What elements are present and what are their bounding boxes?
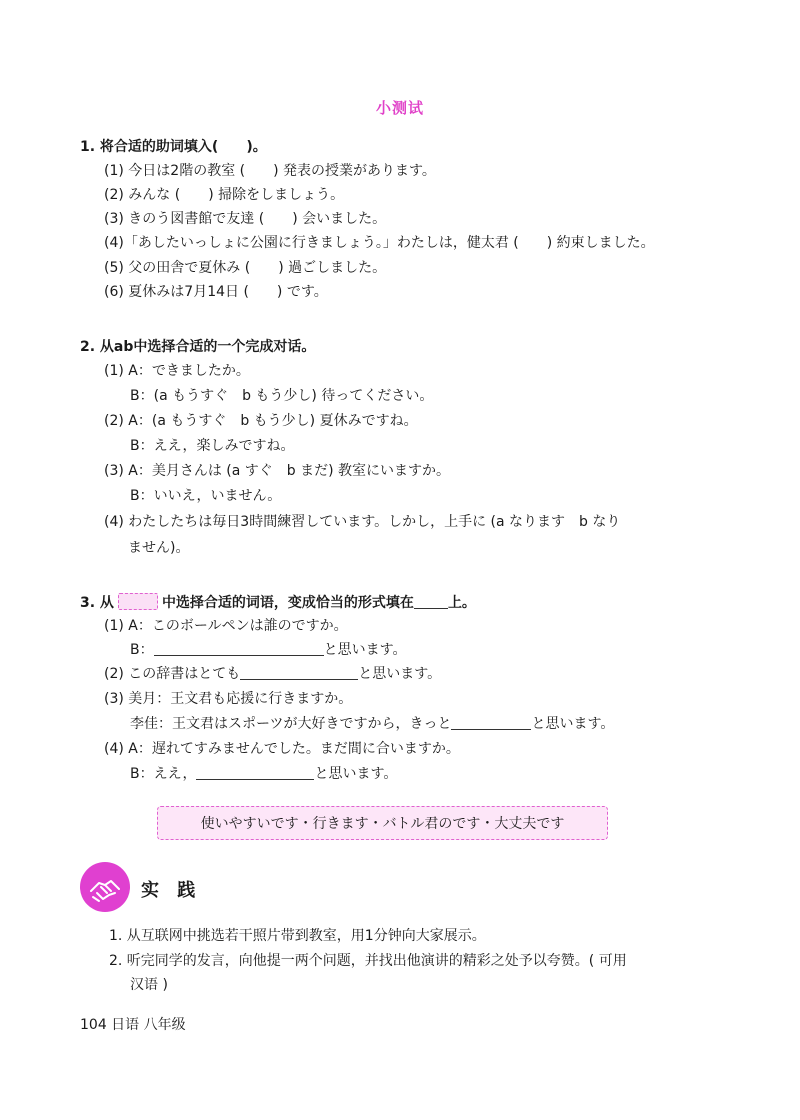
q2-line-7: (4) わたしたちは毎日3時間練習しています。しかし，上手に (a なります b なり (104, 514, 621, 530)
q2-line-5: (3) A：美月さんは (a すぐ b まだ) 教室にいますか。 (104, 463, 451, 479)
q3-line-3-post: と思います。 (358, 666, 442, 682)
q3-line-7-post: と思います。 (314, 766, 398, 782)
page-title: 小测试 (375, 99, 424, 117)
q1-item-6: (6) 夏休みは7月14日 ( ) です。 (104, 284, 328, 300)
q2-line-4: B：ええ，楽しみですね。 (130, 438, 295, 454)
answer-blank-1[interactable] (154, 641, 324, 656)
q2-line-8: ません)。 (128, 540, 190, 556)
q3-line-5-post: と思います。 (531, 716, 615, 732)
q3-heading-c: 上。 (447, 595, 476, 611)
practice-handshake-icon (80, 862, 130, 912)
q3-line-1: (1) A：このボールペンは誰のですか。 (104, 618, 348, 634)
word-box-marker (118, 593, 158, 610)
q2-line-3: (2) A：(a もうすぐ b もう少し) 夏休みですね。 (104, 413, 418, 429)
answer-blank-marker (414, 594, 448, 609)
answer-blank-3[interactable] (451, 715, 531, 730)
q3-line-6: (4) A：遅れてすみませんでした。まだ間に合いますか。 (104, 741, 460, 757)
q2-heading: 2. 从ab中选择合适的一个完成对话。 (80, 339, 316, 355)
practice-title: 实 践 (141, 880, 202, 901)
q2-line-6: B：いいえ，いません。 (130, 488, 282, 504)
answer-blank-2[interactable] (240, 665, 358, 680)
practice-item-1: 1. 从互联网中挑选若干照片带到教室，用1分钟向大家展示。 (109, 928, 486, 944)
q3-line-7-pre: B：ええ， (130, 766, 197, 782)
answer-blank-4[interactable] (196, 765, 314, 780)
q3-line-2-post: と思います。 (323, 642, 407, 658)
q3-line-5 (130, 715, 614, 733)
word-choices-box: 使いやすいです・行きます・バトル君のです・大丈夫です (157, 806, 608, 840)
q1-item-4: (4)「あしたいっしょに公園に行きましょう。」わたしは，健太君 ( ) 約束しました。 (104, 235, 655, 251)
q2-line-1: (1) A：できましたか。 (104, 363, 250, 379)
q3-line-5-pre: 李佳：王文君はスポーツが大好きですから，きっと (130, 716, 452, 732)
q3-line-4: (3) 美月：王文君も応援に行きますか。 (104, 691, 353, 707)
q1-heading: 1. 将合适的助词填入( )。 (80, 139, 267, 155)
q3-line-3 (104, 665, 441, 683)
q3-heading-b: 中选择合适的词语，变成恰当的形式填在 (161, 595, 414, 611)
page-footer: 104 日语 八年级 (80, 1017, 186, 1033)
q3-line-2-pre: B： (130, 642, 154, 658)
practice-item-2-cont: 汉语 ) (130, 977, 168, 993)
q1-item-2: (2) みんな ( ) 掃除をしましょう。 (104, 187, 345, 203)
q3-line-2 (130, 641, 407, 659)
q1-item-3: (3) きのう図書館で友達 ( ) 会いました。 (104, 211, 387, 227)
q3-heading (80, 593, 476, 612)
practice-item-2: 2. 听完同学的发言，向他提一两个问题，并找出他演讲的精彩之处予以夸赞。( 可用 (109, 953, 627, 969)
q1-item-1: (1) 今日は2階の教室 ( ) 発表の授業があります。 (104, 163, 436, 179)
q3-heading-a: 3. 从 (80, 595, 114, 611)
q3-line-3-pre: (2) この辞書はとても (104, 666, 241, 682)
q3-line-7 (130, 765, 397, 783)
q2-line-2: B：(a もうすぐ b もう少し) 待ってください。 (130, 388, 434, 404)
q1-item-5: (5) 父の田舎で夏休み ( ) 過ごしました。 (104, 260, 387, 276)
